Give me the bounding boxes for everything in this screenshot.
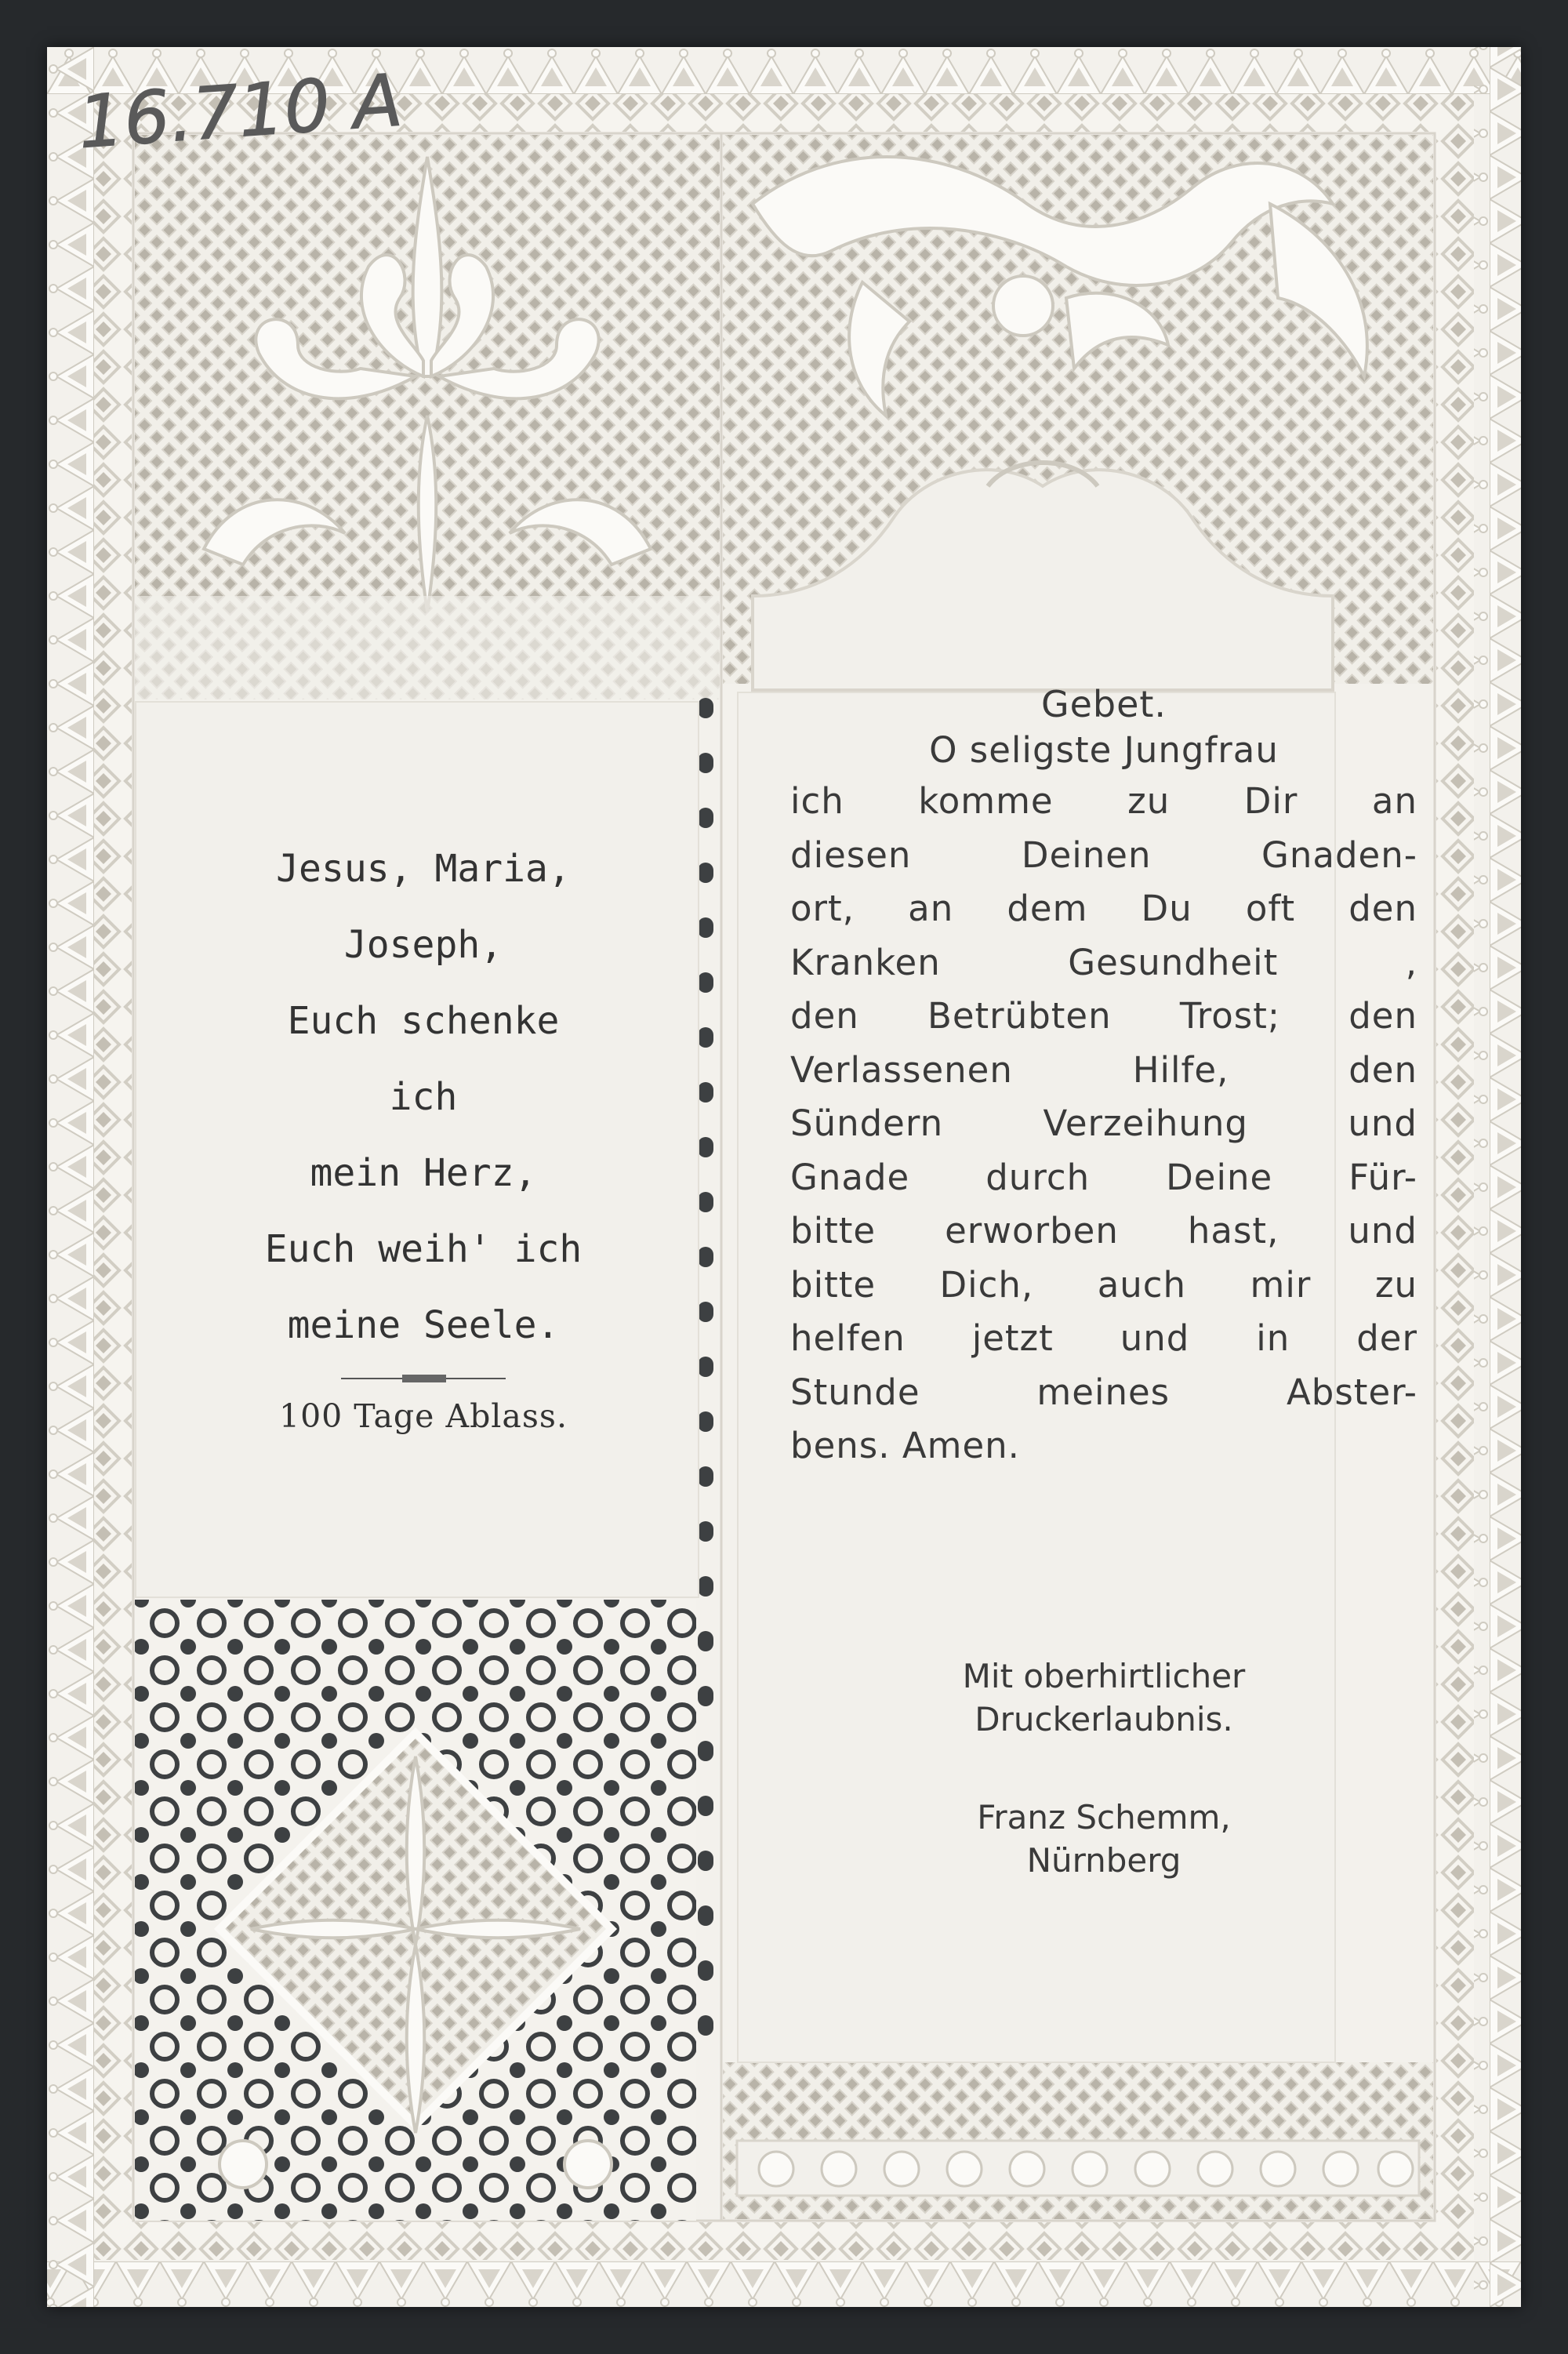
prayer-line: bitte erworben hast, und xyxy=(790,1210,1417,1251)
inventory-number-text: 16.710 A xyxy=(75,58,405,165)
imprimatur-note xyxy=(790,1655,1417,1741)
prayer-line: Sündern Verzeihung und xyxy=(790,1103,1417,1144)
prayer-line: ort, an dem Du oft den xyxy=(790,888,1417,929)
prayer-line: helfen jetzt und in der xyxy=(790,1317,1417,1359)
printer-city: Nürnberg xyxy=(1026,1841,1181,1880)
verse-line: Euch schenke xyxy=(287,999,560,1043)
printer-name: Franz Schemm, xyxy=(977,1798,1231,1836)
prayer-line: Stunde meines Abster- xyxy=(790,1371,1417,1413)
divider-rule xyxy=(341,1375,506,1382)
prayer-line: diesen Deinen Gnaden- xyxy=(790,834,1417,876)
printer-credit xyxy=(790,1796,1417,1882)
verse-line: mein Herz, xyxy=(310,1151,537,1195)
verse-line: meine Seele. xyxy=(287,1303,560,1347)
prayer-title: Gebet. xyxy=(1040,683,1167,725)
verse-line: Jesus, Maria, xyxy=(276,847,571,891)
pencil-inventory-number xyxy=(47,47,596,165)
imprimatur-line: Mit oberhirtlicher xyxy=(962,1657,1246,1695)
prayer-line: bitte Dich, auch mir zu xyxy=(790,1263,1417,1306)
prayer-text xyxy=(790,682,1417,1473)
prayer-line: Verlassenen Hilfe, den xyxy=(790,1048,1417,1091)
imprimatur-line: Druckerlaubnis. xyxy=(975,1700,1233,1738)
prayer-line: Kranken Gesundheit , xyxy=(790,941,1417,983)
prayer-line: den Betrübten Trost; den xyxy=(790,995,1417,1037)
devotion-verse xyxy=(204,831,643,1444)
prayer-line: ich komme zu Dir an xyxy=(790,780,1417,822)
prayer-line: bens. Amen. xyxy=(790,1425,1020,1466)
lace-holy-card xyxy=(47,47,1521,2307)
indulgence-note: 100 Tage Ablass. xyxy=(279,1397,568,1435)
verse-line: ich xyxy=(389,1075,458,1119)
prayer-line: Gnade durch Deine Für- xyxy=(790,1156,1417,1198)
prayer-line: O seligste Jungfrau xyxy=(929,729,1279,771)
verse-line: Euch weih' ich xyxy=(264,1227,583,1271)
verse-line: Joseph, xyxy=(343,923,503,967)
